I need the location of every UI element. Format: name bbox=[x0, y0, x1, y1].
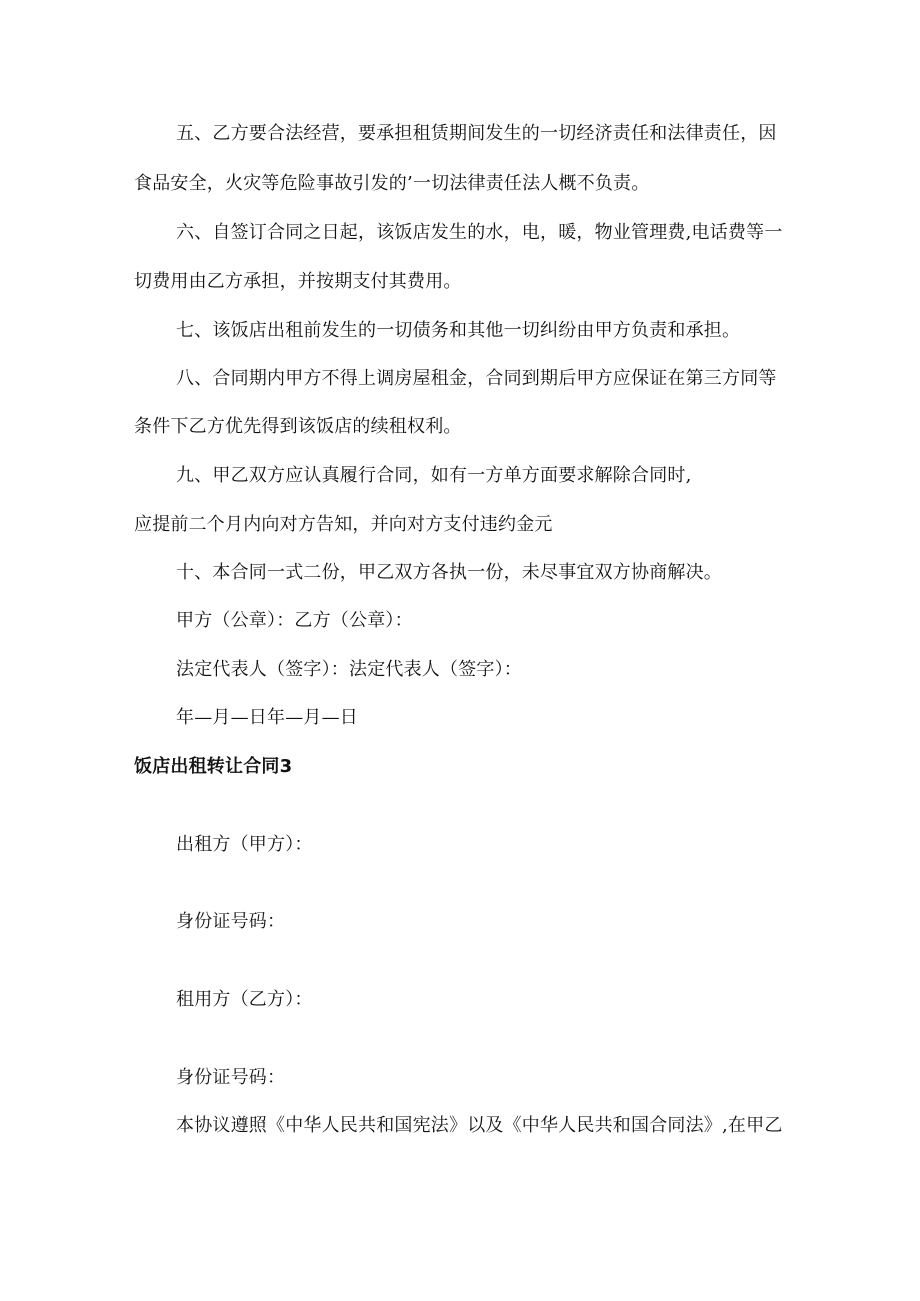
clause-9-line-2: 应提前二个月内向对方告知，并向对方支付违约金元 bbox=[134, 514, 553, 535]
clause-8-line-2: 条件下乙方优先得到该饭店的续租权利。 bbox=[134, 416, 462, 437]
agreement-intro-line: 本协议遵照《中华人民共和国宪法》以及《中华人民共和国合同法》,在甲乙 bbox=[176, 1115, 783, 1136]
clause-6-line-1: 六、自签订合同之日起，该饭店发生的水，电，暖，物业管理费,电话费等一 bbox=[176, 222, 783, 243]
clause-7-line-1: 七、该饭店出租前发生的一切债务和其他一切纠纷由甲方负责和承担。 bbox=[176, 320, 741, 341]
lessor-field: 出租方（甲方）： bbox=[176, 834, 313, 855]
seal-line: 甲方（公章）：乙方（公章）： bbox=[176, 610, 413, 631]
lessee-id-field: 身份证号码： bbox=[176, 1067, 286, 1088]
legal-representative-line: 法定代表人（签字）：法定代表人（签字）： bbox=[176, 659, 522, 680]
clause-10-line-1: 十、本合同一式二份，甲乙双方各执一份，未尽事宜双方协商解决。 bbox=[176, 562, 722, 583]
lessor-id-field: 身份证号码： bbox=[176, 911, 286, 932]
date-line: 年—月—日年—月—日 bbox=[176, 707, 358, 728]
clause-5-line-2: 食品安全，火灾等危险事故引发的’一切法律责任法人概不负责。 bbox=[134, 173, 650, 194]
clause-9-line-1: 九、甲乙双方应认真履行合同，如有一方单方面要求解除合同时, bbox=[176, 465, 692, 486]
clause-5-line-1: 五、乙方要合法经营，要承担租赁期间发生的一切经济责任和法律责任，因 bbox=[176, 123, 777, 144]
section-title: 饭店出租转让合同3 bbox=[134, 756, 293, 777]
lessee-field: 租用方（乙方）： bbox=[176, 989, 313, 1010]
clause-6-line-2: 切费用由乙方承担，并按期支付其费用。 bbox=[134, 271, 462, 292]
clause-8-line-1: 八、合同期内甲方不得上调房屋租金，合同到期后甲方应保证在第三方同等 bbox=[176, 368, 777, 389]
